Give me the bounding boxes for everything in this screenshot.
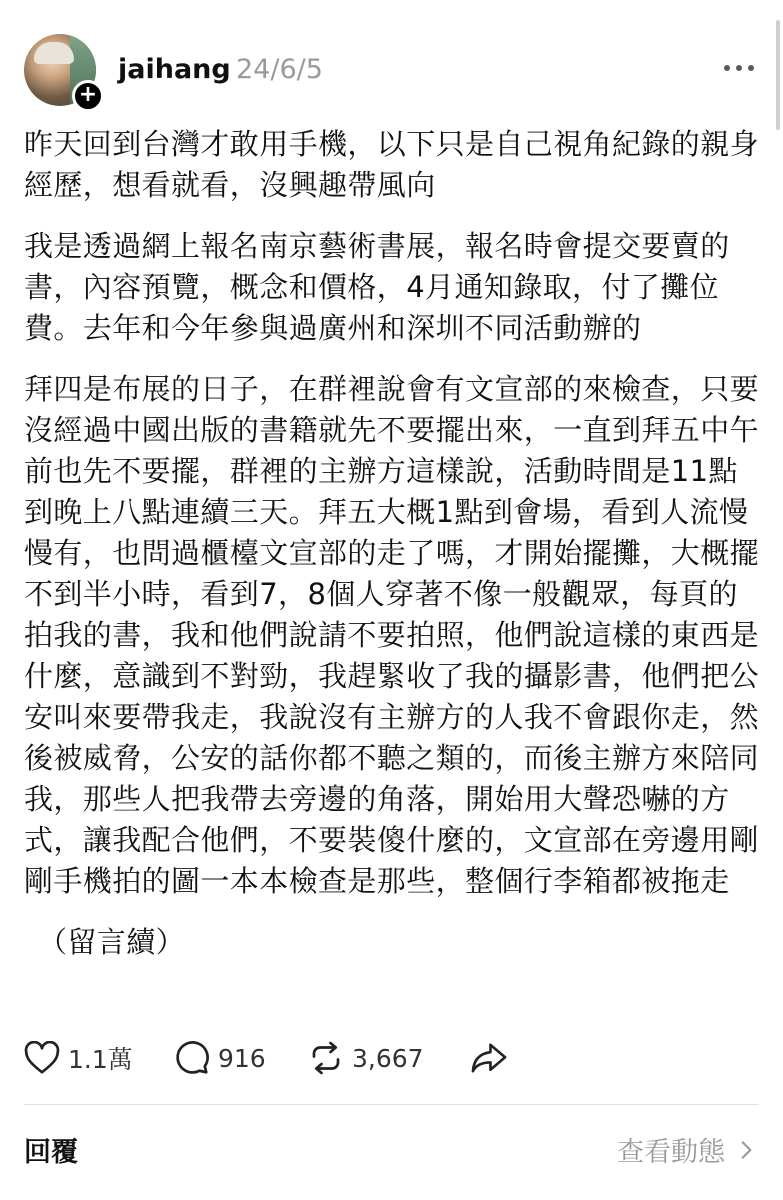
- share-arrow-icon: [470, 1040, 508, 1076]
- more-horizontal-icon[interactable]: [724, 62, 754, 74]
- username[interactable]: jaihang: [118, 54, 231, 85]
- post-paragraph: 我是透過網上報名南京藝術書展，報名時會提交要賣的書，內容預覽，概念和價格，4月通知錄取，付了攤位費。去年和今年參與過廣州和深圳不同活動辦的: [24, 229, 730, 345]
- scrollbar[interactable]: [776, 20, 780, 130]
- comment-button[interactable]: [174, 1036, 266, 1080]
- post-paragraph: 拜四是布展的日子，在群裡說會有文宣部的來檢查，只要沒經過中國出版的書籍就先不要擺出來，一直到拜五中午前也先不要擺，群裡的主辦方這樣說，活動時間是11點到晚上八點連續三天。拜五大概1點到會場，看到人流慢慢有，也問過櫃檯文宣部的走了嗎，才開始擺攤，大概擺不到半小時，看到7，8個人穿著不像一般觀眾，每頁的拍我的書，我和他們說請不要拍照，他們說這樣的東西是什麼，意識到不對勁，我趕緊收了我的攝影書，他們把公安叫來要帶我走，我說沒有主辦方的人我不會跟你走，然後被威脅，公安的話你都不聽之類的，而後主辦方來陪同我，那些人把我帶去旁邊的角落，開始用大聲恐嚇的方式，讓我配合他們，不要裝傻什麼的，文宣部在旁邊用剛剛手機拍的圖一本本檢查是那些，整個行李箱都被拖走: [24, 372, 760, 898]
- post-date: 24/6/5: [236, 54, 323, 85]
- reply-label: 回覆: [24, 1137, 78, 1168]
- share-button[interactable]: [470, 1036, 508, 1080]
- comment-bubble-icon: [174, 1040, 210, 1076]
- avatar-cap: [34, 42, 74, 64]
- post-body: [24, 124, 759, 963]
- plus-icon[interactable]: +: [72, 80, 104, 112]
- divider: [24, 1104, 759, 1105]
- comment-count: 916: [218, 1043, 266, 1073]
- view-activity-link[interactable]: [617, 1130, 759, 1169]
- heart-icon: [24, 1041, 60, 1075]
- repost-count: 3,667: [352, 1043, 424, 1073]
- continued-note: （留言續）: [38, 925, 186, 959]
- reply-footer: [24, 1120, 759, 1174]
- post-header: [24, 30, 764, 110]
- like-count: 1.1萬: [68, 1045, 133, 1074]
- repost-icon: [308, 1040, 344, 1076]
- like-button[interactable]: [24, 1036, 133, 1080]
- chevron-right-icon: [733, 1137, 759, 1163]
- repost-button[interactable]: [308, 1036, 424, 1080]
- post-paragraph: 昨天回到台灣才敢用手機，以下只是自己視角紀錄的親身經歷，想看就看，沒興趣帶風向: [24, 127, 760, 202]
- view-activity-label: 查看動態: [617, 1137, 725, 1168]
- action-bar: [24, 1036, 764, 1080]
